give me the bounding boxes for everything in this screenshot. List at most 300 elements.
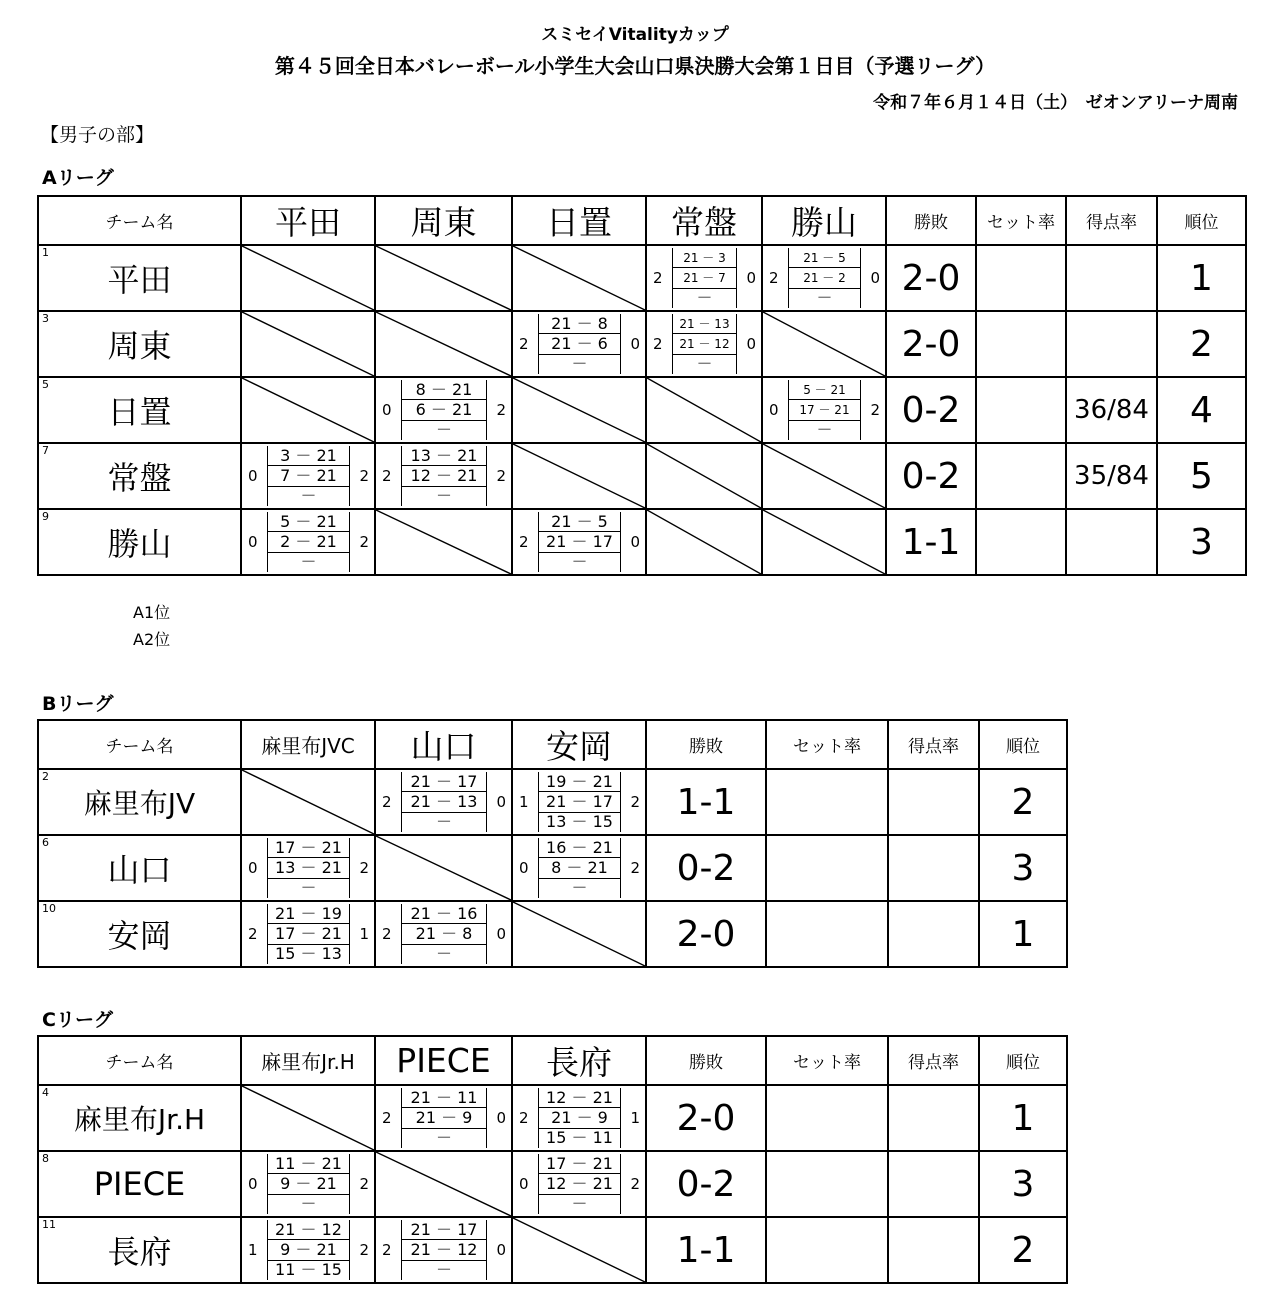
set-score: 11 － 21 (275, 1153, 342, 1173)
rank: 3 (979, 835, 1067, 901)
match-cell (375, 509, 512, 575)
set-scores (267, 904, 350, 964)
date-venue: 令和７年６月１４日（土） ゼオンアリーナ周南 (873, 93, 1238, 113)
no-match-diagonal (513, 444, 645, 508)
team-cell (38, 311, 241, 377)
match-cell (241, 1151, 375, 1217)
sets-lost: 0 (746, 269, 756, 287)
set-scores (401, 772, 487, 832)
rank: 5 (1157, 443, 1246, 509)
tournament-sponsor-title: スミセイVitalityカップ (541, 25, 729, 45)
no-match-diagonal (763, 444, 885, 508)
set-score: 21 － 12 (402, 1239, 486, 1259)
sets-lost: 2 (496, 401, 506, 419)
team-number: 10 (42, 902, 56, 915)
no-match-diagonal (376, 312, 511, 376)
set-score: 11 － 15 (268, 1260, 349, 1280)
header-row (38, 720, 1067, 769)
match-cell (646, 311, 762, 377)
team-row (38, 1085, 1067, 1151)
set-scores (267, 1154, 350, 1214)
column-header-opponent: PIECE (375, 1036, 512, 1085)
no-match-diagonal (513, 902, 645, 966)
set-score: 21 － 8 (551, 313, 608, 333)
point-rate (888, 1085, 979, 1151)
sets-won: 2 (248, 925, 258, 943)
sets-lost: 2 (630, 859, 640, 877)
match-cell (762, 311, 886, 377)
column-header-opponent: 常盤 (646, 196, 762, 245)
set-score: 21 － 6 (539, 333, 620, 353)
match-cell (512, 835, 646, 901)
set-score: － (539, 354, 620, 374)
column-header-rank: 順位 (1157, 196, 1246, 245)
rank: 1 (979, 901, 1067, 967)
set-scores (401, 380, 487, 440)
match-cell (512, 509, 646, 575)
sets-won: 2 (519, 335, 529, 353)
set-score: 15 － 13 (268, 944, 349, 964)
team-cell (38, 1151, 241, 1217)
point-rate (1066, 509, 1157, 575)
no-match-diagonal (242, 378, 374, 442)
set-rate (766, 1085, 888, 1151)
sets-lost: 0 (496, 1241, 506, 1259)
set-score: － (402, 1128, 486, 1148)
sets-won: 2 (382, 467, 392, 485)
set-scores (401, 904, 487, 964)
no-match-diagonal (763, 312, 885, 376)
match-cell (512, 901, 646, 967)
match-result (763, 246, 885, 310)
team-cell (38, 245, 241, 311)
match-result (376, 770, 511, 834)
team-number: 7 (42, 444, 49, 457)
tournament-title: 第４５回全日本バレーボール小学生大会山口県決勝大会第１日目（予選リーグ） (274, 54, 996, 78)
set-score: 21 － 11 (410, 1087, 478, 1107)
set-rate (976, 443, 1066, 509)
match-result (513, 510, 645, 574)
column-header-opponent: 勝山 (762, 196, 886, 245)
team-cell (38, 1217, 241, 1283)
league-c-title: Cリーグ (42, 1009, 113, 1031)
team-name: 平田 (107, 261, 172, 299)
point-rate (1066, 245, 1157, 311)
team-name: 勝山 (107, 525, 172, 563)
match-result (242, 510, 374, 574)
set-score: － (268, 1194, 349, 1214)
note-a2: A2位 (133, 630, 171, 649)
set-scores (401, 1220, 487, 1280)
match-result (376, 1218, 511, 1282)
column-header-opponent: 日置 (512, 196, 646, 245)
sets-won: 2 (382, 925, 392, 943)
no-match-diagonal (376, 1152, 511, 1216)
set-rate (766, 901, 888, 967)
team-row (38, 835, 1067, 901)
win-loss: 2-0 (886, 311, 976, 377)
set-score: 21 － 9 (402, 1107, 486, 1127)
column-header-team: チーム名 (38, 196, 241, 245)
match-cell (241, 377, 375, 443)
match-cell (762, 443, 886, 509)
set-rate (976, 377, 1066, 443)
column-header-opponent: 安岡 (512, 720, 646, 769)
no-match-diagonal (647, 444, 761, 508)
point-rate (1066, 311, 1157, 377)
set-score: － (402, 944, 486, 964)
sets-lost: 0 (630, 533, 640, 551)
set-scores (538, 838, 621, 898)
column-header-opponent: 長府 (512, 1036, 646, 1085)
rank: 2 (1157, 311, 1246, 377)
win-loss: 0-2 (646, 835, 766, 901)
match-cell (375, 769, 512, 835)
team-name: 常盤 (107, 459, 172, 497)
win-loss: 0-2 (886, 443, 976, 509)
header-row (38, 196, 1246, 245)
match-result (376, 902, 511, 966)
set-scores (788, 248, 861, 308)
win-loss: 2-0 (646, 901, 766, 967)
team-row (38, 1217, 1067, 1283)
no-match-diagonal (242, 312, 374, 376)
match-cell (512, 1151, 646, 1217)
column-header-opponent: 山口 (375, 720, 512, 769)
match-cell (512, 377, 646, 443)
sets-won: 1 (248, 1241, 258, 1259)
set-score: 13 － 21 (410, 445, 478, 465)
set-score: － (673, 288, 736, 308)
set-score: － (539, 878, 620, 898)
match-cell (241, 835, 375, 901)
rank: 2 (979, 1217, 1067, 1283)
match-cell (512, 443, 646, 509)
set-rate (976, 245, 1066, 311)
sets-lost: 2 (870, 401, 880, 419)
match-cell (762, 245, 886, 311)
set-score: 8 － 21 (539, 857, 620, 877)
set-score: － (539, 1194, 620, 1214)
set-score: 21 － 2 (789, 267, 860, 287)
set-scores (401, 446, 487, 506)
league-c-table (37, 1035, 1068, 1284)
column-header-winloss: 勝敗 (886, 196, 976, 245)
match-cell (241, 311, 375, 377)
column-header-opponent: 平田 (241, 196, 375, 245)
set-score: 17 － 21 (789, 399, 860, 419)
sets-lost: 0 (630, 335, 640, 353)
set-scores (267, 838, 350, 898)
section-title: 【男子の部】 (40, 124, 155, 146)
column-header-point-rate: 得点率 (888, 1036, 979, 1085)
set-score: 3 － 21 (280, 445, 337, 465)
sets-won: 0 (519, 859, 529, 877)
set-scores (267, 512, 350, 572)
rank: 1 (979, 1085, 1067, 1151)
no-match-diagonal (376, 836, 511, 900)
set-score: 5 － 21 (803, 382, 846, 397)
match-result (647, 246, 761, 310)
team-number: 8 (42, 1152, 49, 1165)
match-cell (512, 769, 646, 835)
match-cell (375, 245, 512, 311)
set-rate (976, 311, 1066, 377)
sets-lost: 2 (359, 1241, 369, 1259)
set-scores (672, 248, 737, 308)
match-cell (375, 1085, 512, 1151)
match-result (763, 378, 885, 442)
set-scores (538, 772, 621, 832)
column-header-set-rate: セット率 (766, 720, 888, 769)
sets-won: 0 (248, 533, 258, 551)
win-loss: 1-1 (646, 769, 766, 835)
no-match-diagonal (513, 1218, 645, 1282)
column-header-point-rate: 得点率 (1066, 196, 1157, 245)
set-score: 21 － 19 (275, 903, 342, 923)
match-result (376, 444, 511, 508)
team-name: 麻里布Jr.H (73, 1103, 206, 1136)
set-score: 19 － 21 (546, 771, 613, 791)
set-score: － (268, 878, 349, 898)
sets-won: 2 (382, 1109, 392, 1127)
set-score: － (402, 420, 486, 440)
set-score: 13 － 15 (539, 812, 620, 832)
sets-won: 0 (769, 401, 779, 419)
set-score: 17 － 21 (546, 1153, 613, 1173)
no-match-diagonal (376, 510, 511, 574)
set-scores (267, 446, 350, 506)
sets-won: 2 (382, 793, 392, 811)
win-loss: 0-2 (646, 1151, 766, 1217)
league-a-title: Aリーグ (42, 167, 114, 189)
rank: 1 (1157, 245, 1246, 311)
sets-lost: 0 (496, 1109, 506, 1127)
team-row (38, 1151, 1067, 1217)
column-header-opponent: 麻里布Jr.H (241, 1036, 375, 1085)
column-header-set-rate: セット率 (976, 196, 1066, 245)
column-header-rank: 順位 (979, 1036, 1067, 1085)
match-result (376, 1086, 511, 1150)
column-header-set-rate: セット率 (766, 1036, 888, 1085)
point-rate (888, 835, 979, 901)
column-header-team: チーム名 (38, 1036, 241, 1085)
set-score: 21 － 12 (275, 1219, 342, 1239)
sets-lost: 2 (359, 1175, 369, 1193)
match-result (242, 836, 374, 900)
set-score: － (402, 486, 486, 506)
team-cell (38, 509, 241, 575)
match-cell (241, 901, 375, 967)
sets-won: 2 (769, 269, 779, 287)
set-score: 16 － 21 (546, 837, 613, 857)
sets-lost: 0 (496, 793, 506, 811)
column-header-winloss: 勝敗 (646, 720, 766, 769)
match-cell (762, 377, 886, 443)
sets-won: 2 (382, 1241, 392, 1259)
sets-won: 0 (248, 467, 258, 485)
set-score: 21 － 9 (539, 1107, 620, 1127)
set-scores (788, 380, 861, 440)
set-score: 21 － 12 (673, 333, 736, 353)
team-name: 麻里布JV (83, 787, 196, 820)
set-score: － (539, 552, 620, 572)
team-row (38, 311, 1246, 377)
set-scores (538, 314, 621, 374)
match-result (513, 1086, 645, 1150)
sets-lost: 2 (359, 533, 369, 551)
set-rate (766, 1217, 888, 1283)
set-score: 21 － 5 (551, 511, 608, 531)
no-match-diagonal (242, 770, 374, 834)
match-result (242, 1152, 374, 1216)
match-result (513, 770, 645, 834)
match-cell (241, 509, 375, 575)
set-score: 12 － 21 (402, 465, 486, 485)
match-cell (375, 443, 512, 509)
match-cell (375, 377, 512, 443)
rank: 3 (979, 1151, 1067, 1217)
sets-lost: 2 (630, 793, 640, 811)
sets-won: 2 (653, 269, 663, 287)
no-match-diagonal (242, 246, 374, 310)
point-rate (888, 1151, 979, 1217)
note-a1: A1位 (133, 603, 171, 622)
team-name: 日置 (107, 393, 172, 431)
set-score: 21 － 13 (402, 791, 486, 811)
set-score: － (789, 420, 860, 440)
match-cell (646, 377, 762, 443)
set-score: － (402, 1260, 486, 1280)
team-cell (38, 901, 241, 967)
point-rate (888, 1217, 979, 1283)
sets-lost: 2 (496, 467, 506, 485)
sets-lost: 0 (746, 335, 756, 353)
team-cell (38, 1085, 241, 1151)
set-score: 21 － 17 (410, 1219, 478, 1239)
no-match-diagonal (647, 510, 761, 574)
win-loss: 0-2 (886, 377, 976, 443)
set-score: 2 － 21 (268, 531, 349, 551)
team-name: 安岡 (107, 917, 172, 955)
set-rate (766, 835, 888, 901)
team-number: 4 (42, 1086, 49, 1099)
set-rate (766, 769, 888, 835)
set-score: 8 － 21 (415, 379, 473, 399)
set-score: － (268, 486, 349, 506)
rank: 2 (979, 769, 1067, 835)
team-cell (38, 377, 241, 443)
team-row (38, 245, 1246, 311)
set-rate (766, 1151, 888, 1217)
no-match-diagonal (376, 246, 511, 310)
set-score: － (789, 288, 860, 308)
match-cell (241, 443, 375, 509)
set-score: 9 － 21 (268, 1239, 349, 1259)
header-row (38, 1036, 1067, 1085)
sets-won: 2 (653, 335, 663, 353)
set-score: 17 － 21 (275, 837, 342, 857)
match-cell (241, 245, 375, 311)
team-name: 山口 (107, 851, 172, 889)
team-cell (38, 835, 241, 901)
no-match-diagonal (242, 1086, 374, 1150)
column-header-winloss: 勝敗 (646, 1036, 766, 1085)
column-header-point-rate: 得点率 (888, 720, 979, 769)
match-result (242, 1218, 374, 1282)
set-score: 21 － 17 (410, 771, 478, 791)
match-result (376, 378, 511, 442)
team-number: 1 (42, 246, 49, 259)
team-row (38, 769, 1067, 835)
match-cell (375, 901, 512, 967)
column-header-opponent: 麻里布JVC (241, 720, 375, 769)
match-result (242, 902, 374, 966)
sets-won: 0 (519, 1175, 529, 1193)
set-score: 21 － 17 (539, 791, 620, 811)
team-row (38, 443, 1246, 509)
set-score: － (673, 354, 736, 374)
match-cell (646, 509, 762, 575)
set-score: 6 － 21 (402, 399, 486, 419)
team-name: 長府 (107, 1233, 172, 1271)
team-number: 9 (42, 510, 49, 523)
set-score: 21 － 17 (539, 531, 620, 551)
set-score: 17 － 21 (268, 923, 349, 943)
set-scores (267, 1220, 350, 1280)
set-score: 13 － 21 (268, 857, 349, 877)
team-number: 11 (42, 1218, 56, 1231)
set-scores (538, 1154, 621, 1214)
match-cell (375, 835, 512, 901)
win-loss: 1-1 (646, 1217, 766, 1283)
team-number: 5 (42, 378, 49, 391)
match-result (647, 312, 761, 376)
no-match-diagonal (513, 246, 645, 310)
team-row (38, 901, 1067, 967)
team-name: PIECE (93, 1165, 186, 1203)
point-rate (888, 769, 979, 835)
column-header-opponent: 周東 (375, 196, 512, 245)
rank: 3 (1157, 509, 1246, 575)
match-result (242, 444, 374, 508)
set-score: 12 － 21 (539, 1173, 620, 1193)
league-a-table (37, 195, 1247, 576)
match-cell (512, 311, 646, 377)
team-number: 6 (42, 836, 49, 849)
sets-lost: 1 (630, 1109, 640, 1127)
match-cell (646, 443, 762, 509)
team-row (38, 377, 1246, 443)
set-score: 7 － 21 (268, 465, 349, 485)
match-cell (512, 1085, 646, 1151)
team-cell (38, 769, 241, 835)
set-score: 21 － 5 (803, 250, 846, 265)
match-cell (762, 509, 886, 575)
sets-won: 2 (519, 1109, 529, 1127)
set-score: 21 － 13 (679, 316, 730, 331)
match-cell (241, 1085, 375, 1151)
sets-lost: 0 (496, 925, 506, 943)
win-loss: 2-0 (646, 1085, 766, 1151)
match-result (513, 836, 645, 900)
set-score: 9 － 21 (268, 1173, 349, 1193)
match-cell (375, 1151, 512, 1217)
match-cell (512, 1217, 646, 1283)
set-scores (672, 314, 737, 374)
team-number: 3 (42, 312, 49, 325)
column-header-rank: 順位 (979, 720, 1067, 769)
